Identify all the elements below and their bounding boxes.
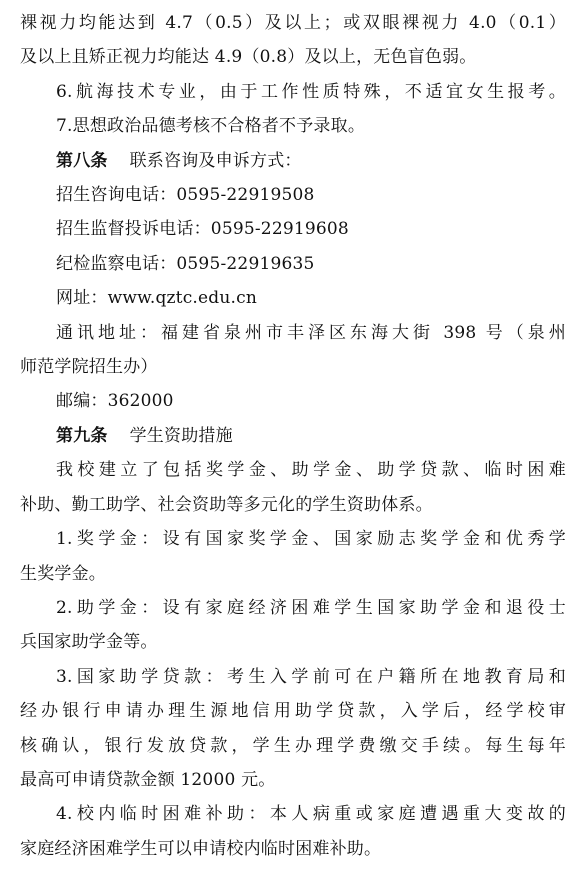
contact-address-cont: 师范学院招生办） [20,357,158,378]
text-line: 我校建立了包括奖学金、助学金、助学贷款、临时困难 [56,460,566,481]
text-line: 6.航海技术专业，由于工作性质特殊，不适宜女生报考。 [56,81,566,102]
text-line: 核确认，银行发放贷款，学生办理学费缴交手续。每生每年 [20,735,566,756]
contact-complaint-phone: 招生监督投诉电话：0595-22919608 [56,219,349,240]
text-line: 及以上且矫正视力均能达 4.9（0.8）及以上，无色盲色弱。 [20,47,477,68]
article-8-subject: 联系咨询及申诉方式： [129,150,302,171]
contact-address: 通讯地址：福建省泉州市丰泽区东海大街 398 号（泉州 [56,322,566,343]
text-line: 生奖学金。 [20,563,106,584]
text-line: 经办银行申请办理生源地信用助学贷款，入学后，经学校审 [20,701,566,722]
text-line: 1.奖学金：设有国家奖学金、国家励志奖学金和优秀学 [56,529,566,550]
text-line: 补助、勤工助学、社会资助等多元化的学生资助体系。 [20,494,433,515]
contact-postcode: 邮编：362000 [56,391,174,412]
text-line: 兵国家助学金等。 [20,632,158,653]
text-line: 4.校内临时困难补助：本人病重或家庭遭遇重大变故的 [56,804,566,825]
article-9-subject: 学生资助措施 [129,425,233,446]
article-8-title: 第八条 [56,150,108,171]
contact-discipline-phone: 纪检监察电话：0595-22919635 [56,253,315,274]
article-9-title: 第九条 [56,425,108,446]
contact-website: 网址：www.qztc.edu.cn [56,288,258,309]
text-line: 家庭经济困难学生可以申请校内临时困难补助。 [20,838,382,859]
text-line: 7.思想政治品德考核不合格者不予录取。 [56,116,366,137]
article-8-heading [20,144,566,178]
text-line: 3.国家助学贷款：考生入学前可在户籍所在地教育局和 [56,666,566,687]
article-9-heading [20,419,566,453]
contact-admissions-phone: 招生咨询电话：0595-22919508 [56,185,315,206]
text-line: 最高可申请贷款金额 12000 元。 [20,769,276,790]
text-line: 2.助学金：设有家庭经济困难学生国家助学金和退役士 [56,597,566,618]
text-line: 裸视力均能达到 4.7（0.5）及以上；或双眼裸视力 4.0（0.1） [20,13,566,33]
